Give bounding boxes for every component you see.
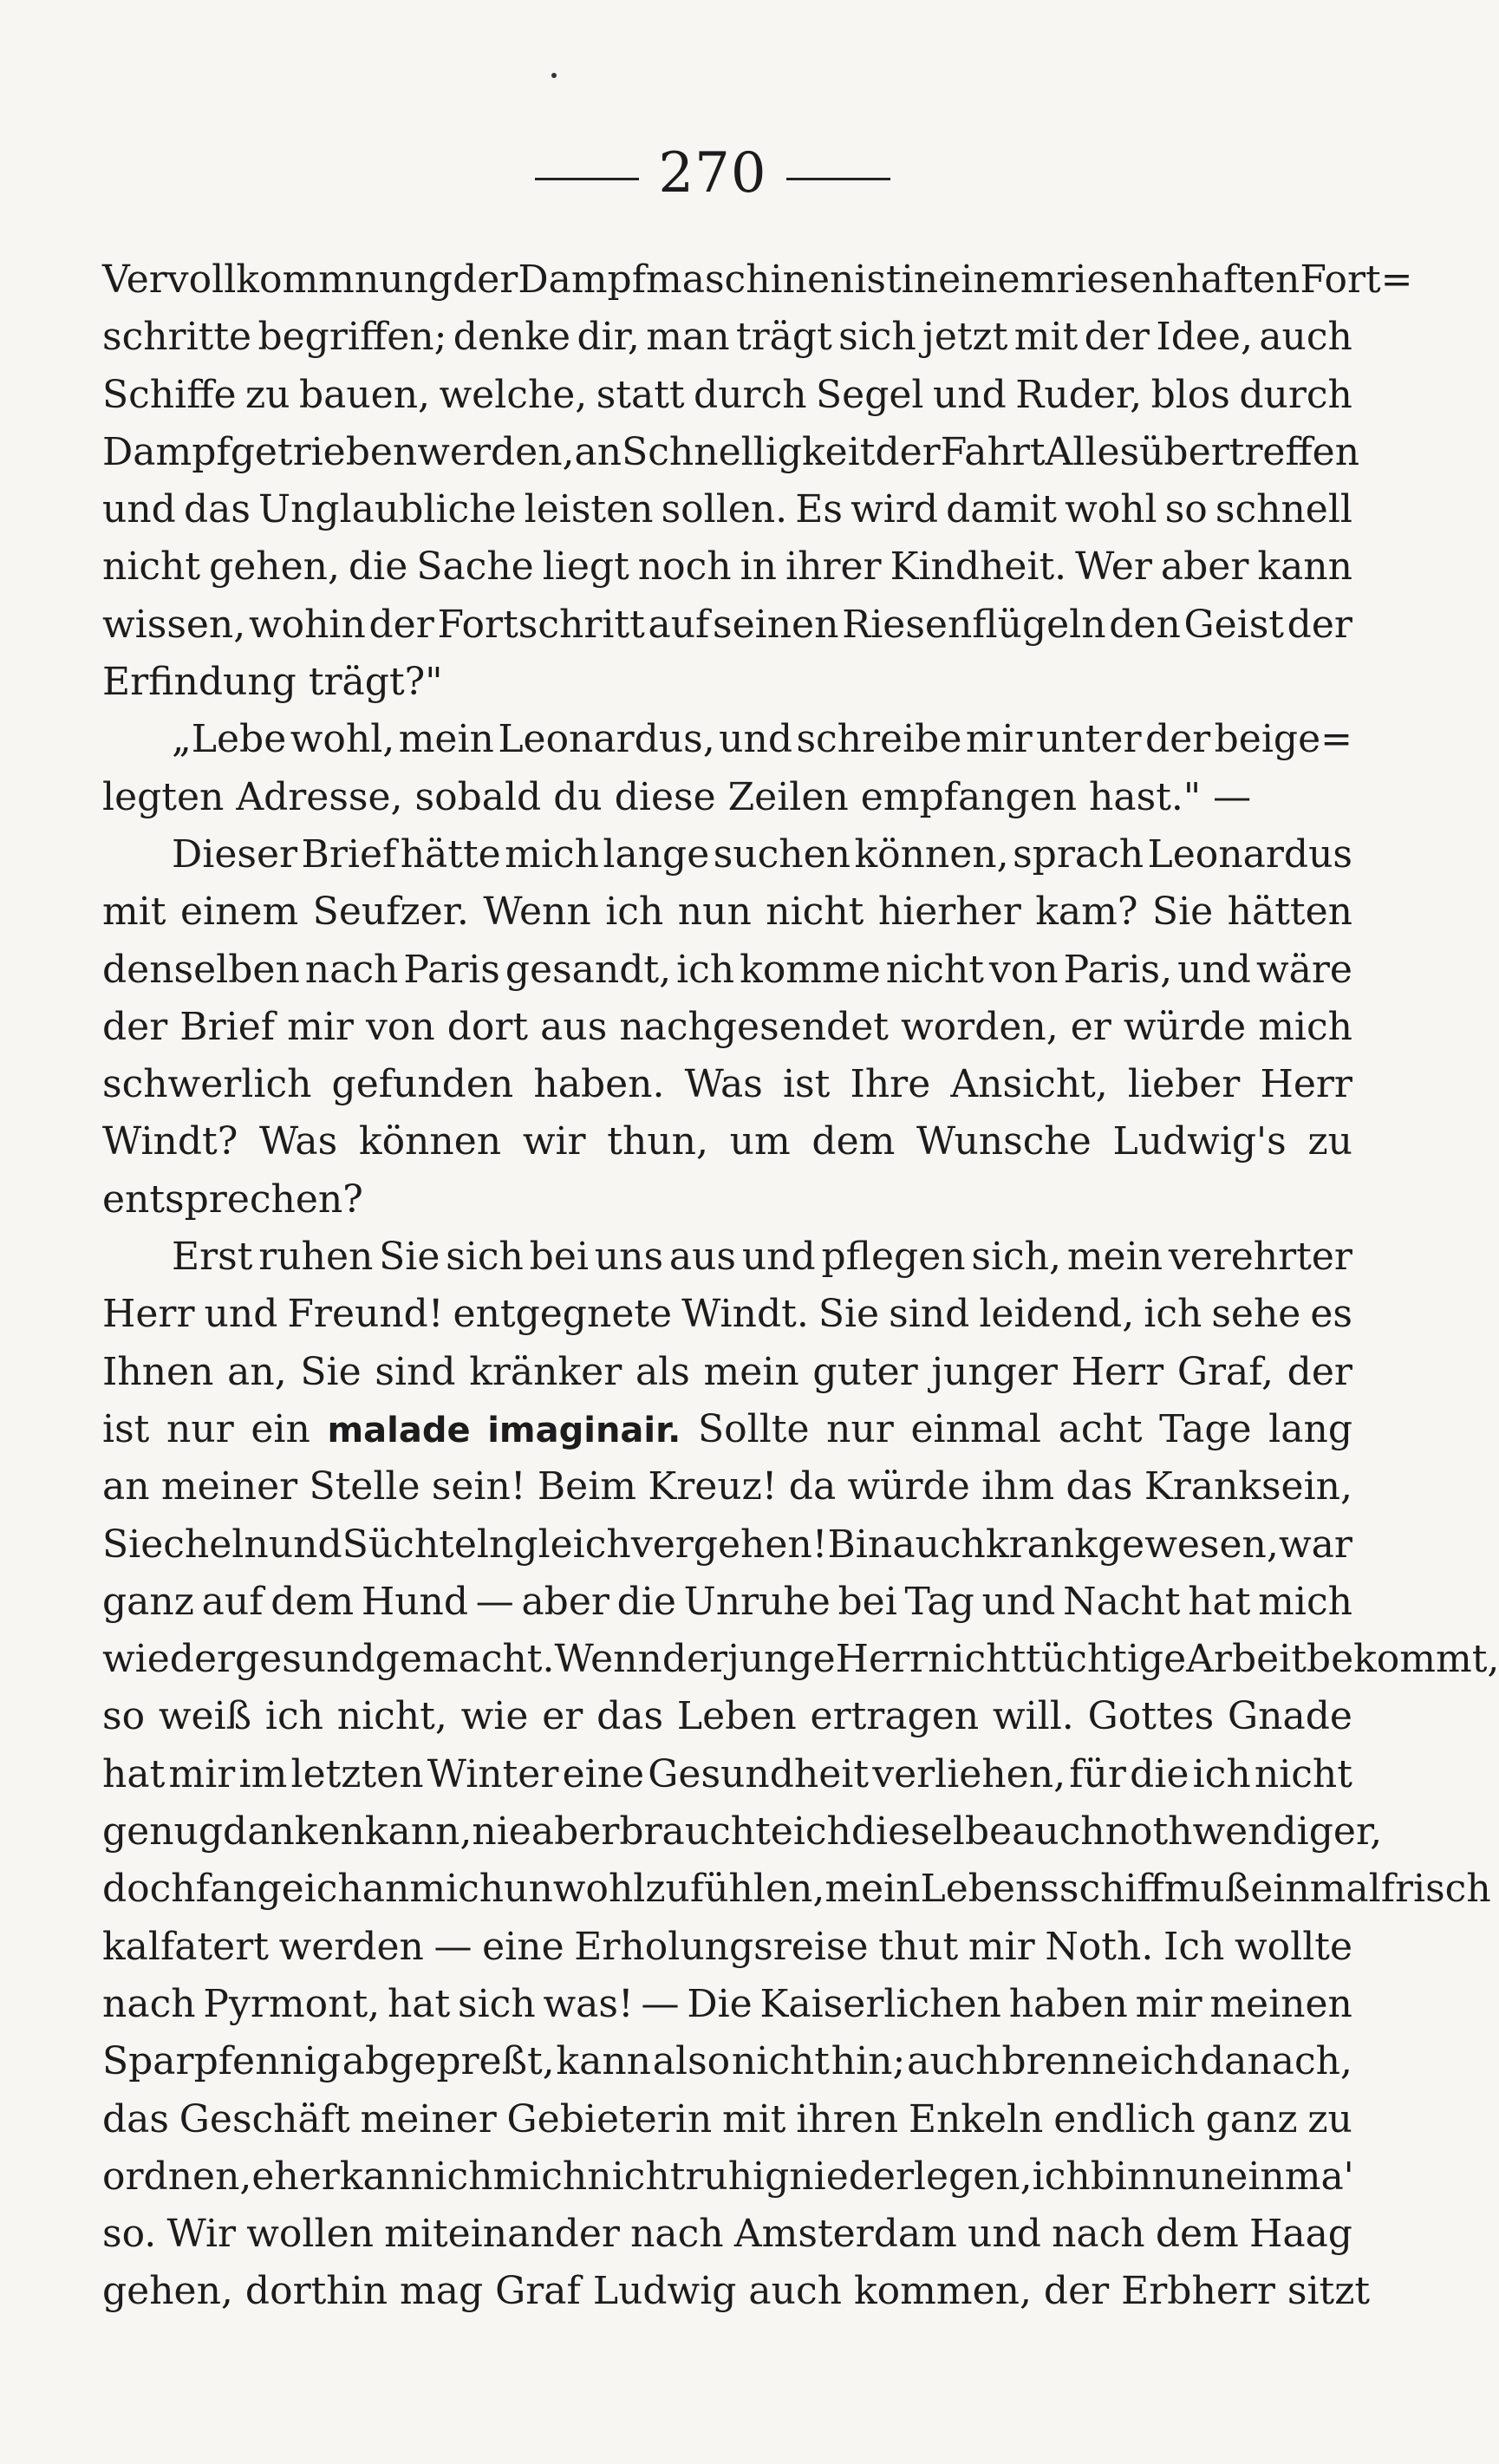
text-line: und das Unglaubliche leisten sollen. Es wird damit wohl so schnell xyxy=(102,487,1352,532)
text-line: ganz auf dem Hund — aber die Unruhe bei Tag und Nacht hat mich xyxy=(102,1579,1352,1624)
text-line: „Lebe wohl, mein Leonardus, und schreibe mir unter der beige= xyxy=(172,717,1352,762)
body-text xyxy=(102,251,1499,2321)
paragraph xyxy=(102,1229,1499,2321)
text-line: nicht gehen, die Sache liegt noch in ihrer Kindheit. Wer aber kann xyxy=(102,544,1352,590)
text-line: Erfindung trägt?" xyxy=(102,660,443,705)
text-line: Erst ruhen Sie sich bei uns aus und pflegen sich, mein verehrter xyxy=(172,1235,1352,1280)
page-header xyxy=(0,141,1425,205)
text-line: Herr und Freund! entgegnete Windt. Sie sind leidend, ich sehe es xyxy=(102,1292,1352,1337)
text-line: entsprechen? xyxy=(102,1177,363,1222)
text-line: an meiner Stelle sein! Beim Kreuz! da würde ihm das Kranksein, xyxy=(102,1464,1352,1509)
text-line: gehen, dorthin mag Graf Ludwig auch kommen, der Erbherr sitzt xyxy=(102,2269,1371,2314)
text-line: ordnen, eher kann ich mich nicht ruhig niederlegen, ich bin nun einma' xyxy=(102,2154,1354,2199)
text-line: Windt? Was können wir thun, um dem Wunsche Ludwig's zu xyxy=(102,1119,1352,1164)
text-line: legten Adresse, sobald du diese Zeilen empfangen hast." — xyxy=(102,774,1252,819)
text-line: so weiß ich nicht, wie er das Leben ertragen will. Gottes Gnade xyxy=(102,1694,1352,1739)
paragraph xyxy=(102,826,1352,1229)
paragraph xyxy=(102,251,1413,711)
text-line: Vervollkommnung der Dampfmaschinen ist in einem riesenhaften Fort= xyxy=(102,257,1413,302)
text-line: mit einem Seufzer. Wenn ich nun nicht hierher kam? Sie hätten xyxy=(102,890,1352,935)
text-line: Dieser Brief hätte mich lange suchen können, sprach Leonardus xyxy=(172,831,1352,877)
page-number: 270 xyxy=(658,141,767,205)
text-line: Dampf getrieben werden, an Schnelligkeit der Fahrt Alles übertreffen xyxy=(102,429,1360,474)
text-line: schritte begriffen; denke dir, man trägt sich jetzt mit der Idee, auch xyxy=(102,315,1352,360)
header-rule-left xyxy=(535,178,639,180)
text-line: der Brief mir von dort aus nachgesendet worden, er würde mich xyxy=(102,1004,1352,1049)
text-line: so. Wir wollen miteinander nach Amsterdam und nach dem Haag xyxy=(102,2212,1352,2257)
text-line: denselben nach Paris gesandt, ich komme nicht von Paris, und wäre xyxy=(102,947,1352,992)
text-line: Schiffe zu bauen, welche, statt durch Segel und Ruder, blos durch xyxy=(102,372,1352,417)
text-line: das Geschäft meiner Gebieterin mit ihren Enkeln endlich ganz zu xyxy=(102,2096,1352,2141)
text-line: Siecheln und Süchteln gleich vergehen! Bin auch krank gewesen, war xyxy=(102,1522,1352,1567)
text-line: genug danken kann, nie aber brauchte ich dieselbe auch nothwendiger, xyxy=(102,1809,1383,1855)
text-line: kalfatert werden — eine Erholungsreise thut mir Noth. Ich wollte xyxy=(102,1924,1352,1969)
ink-speck xyxy=(551,73,557,78)
text-line: wieder gesund gemacht. Wenn der junge Herr nicht tüchtige Arbeit bekommt, xyxy=(102,1637,1499,1682)
paragraph xyxy=(102,711,1352,826)
text-line: schwerlich gefunden haben. Was ist Ihre Ansicht, lieber Herr xyxy=(102,1062,1352,1107)
text-line: Sparpfennig abgepreßt, kann also nicht hin; auch brenne ich danach, xyxy=(102,2039,1352,2084)
text-line: Ihnen an, Sie sind kränker als mein guter junger Herr Graf, der xyxy=(102,1349,1352,1394)
text-line: hat mir im letzten Winter eine Gesundheit verliehen, für die ich nicht xyxy=(102,1751,1352,1796)
text-line: nach Pyrmont, hat sich was! — Die Kaiserlichen haben mir meinen xyxy=(102,1981,1352,2026)
header-rule-right xyxy=(786,178,890,180)
text-line: ist nur ein malade imaginair. Sollte nur einmal acht Tage lang xyxy=(102,1406,1352,1451)
text-line: doch fange ich an mich unwohl zu fühlen, mein Lebensschiff muß einmal frisch xyxy=(102,1867,1491,1912)
text-line: wissen, wohin der Fortschritt auf seinen Riesenflügeln den Geist der xyxy=(102,602,1352,647)
